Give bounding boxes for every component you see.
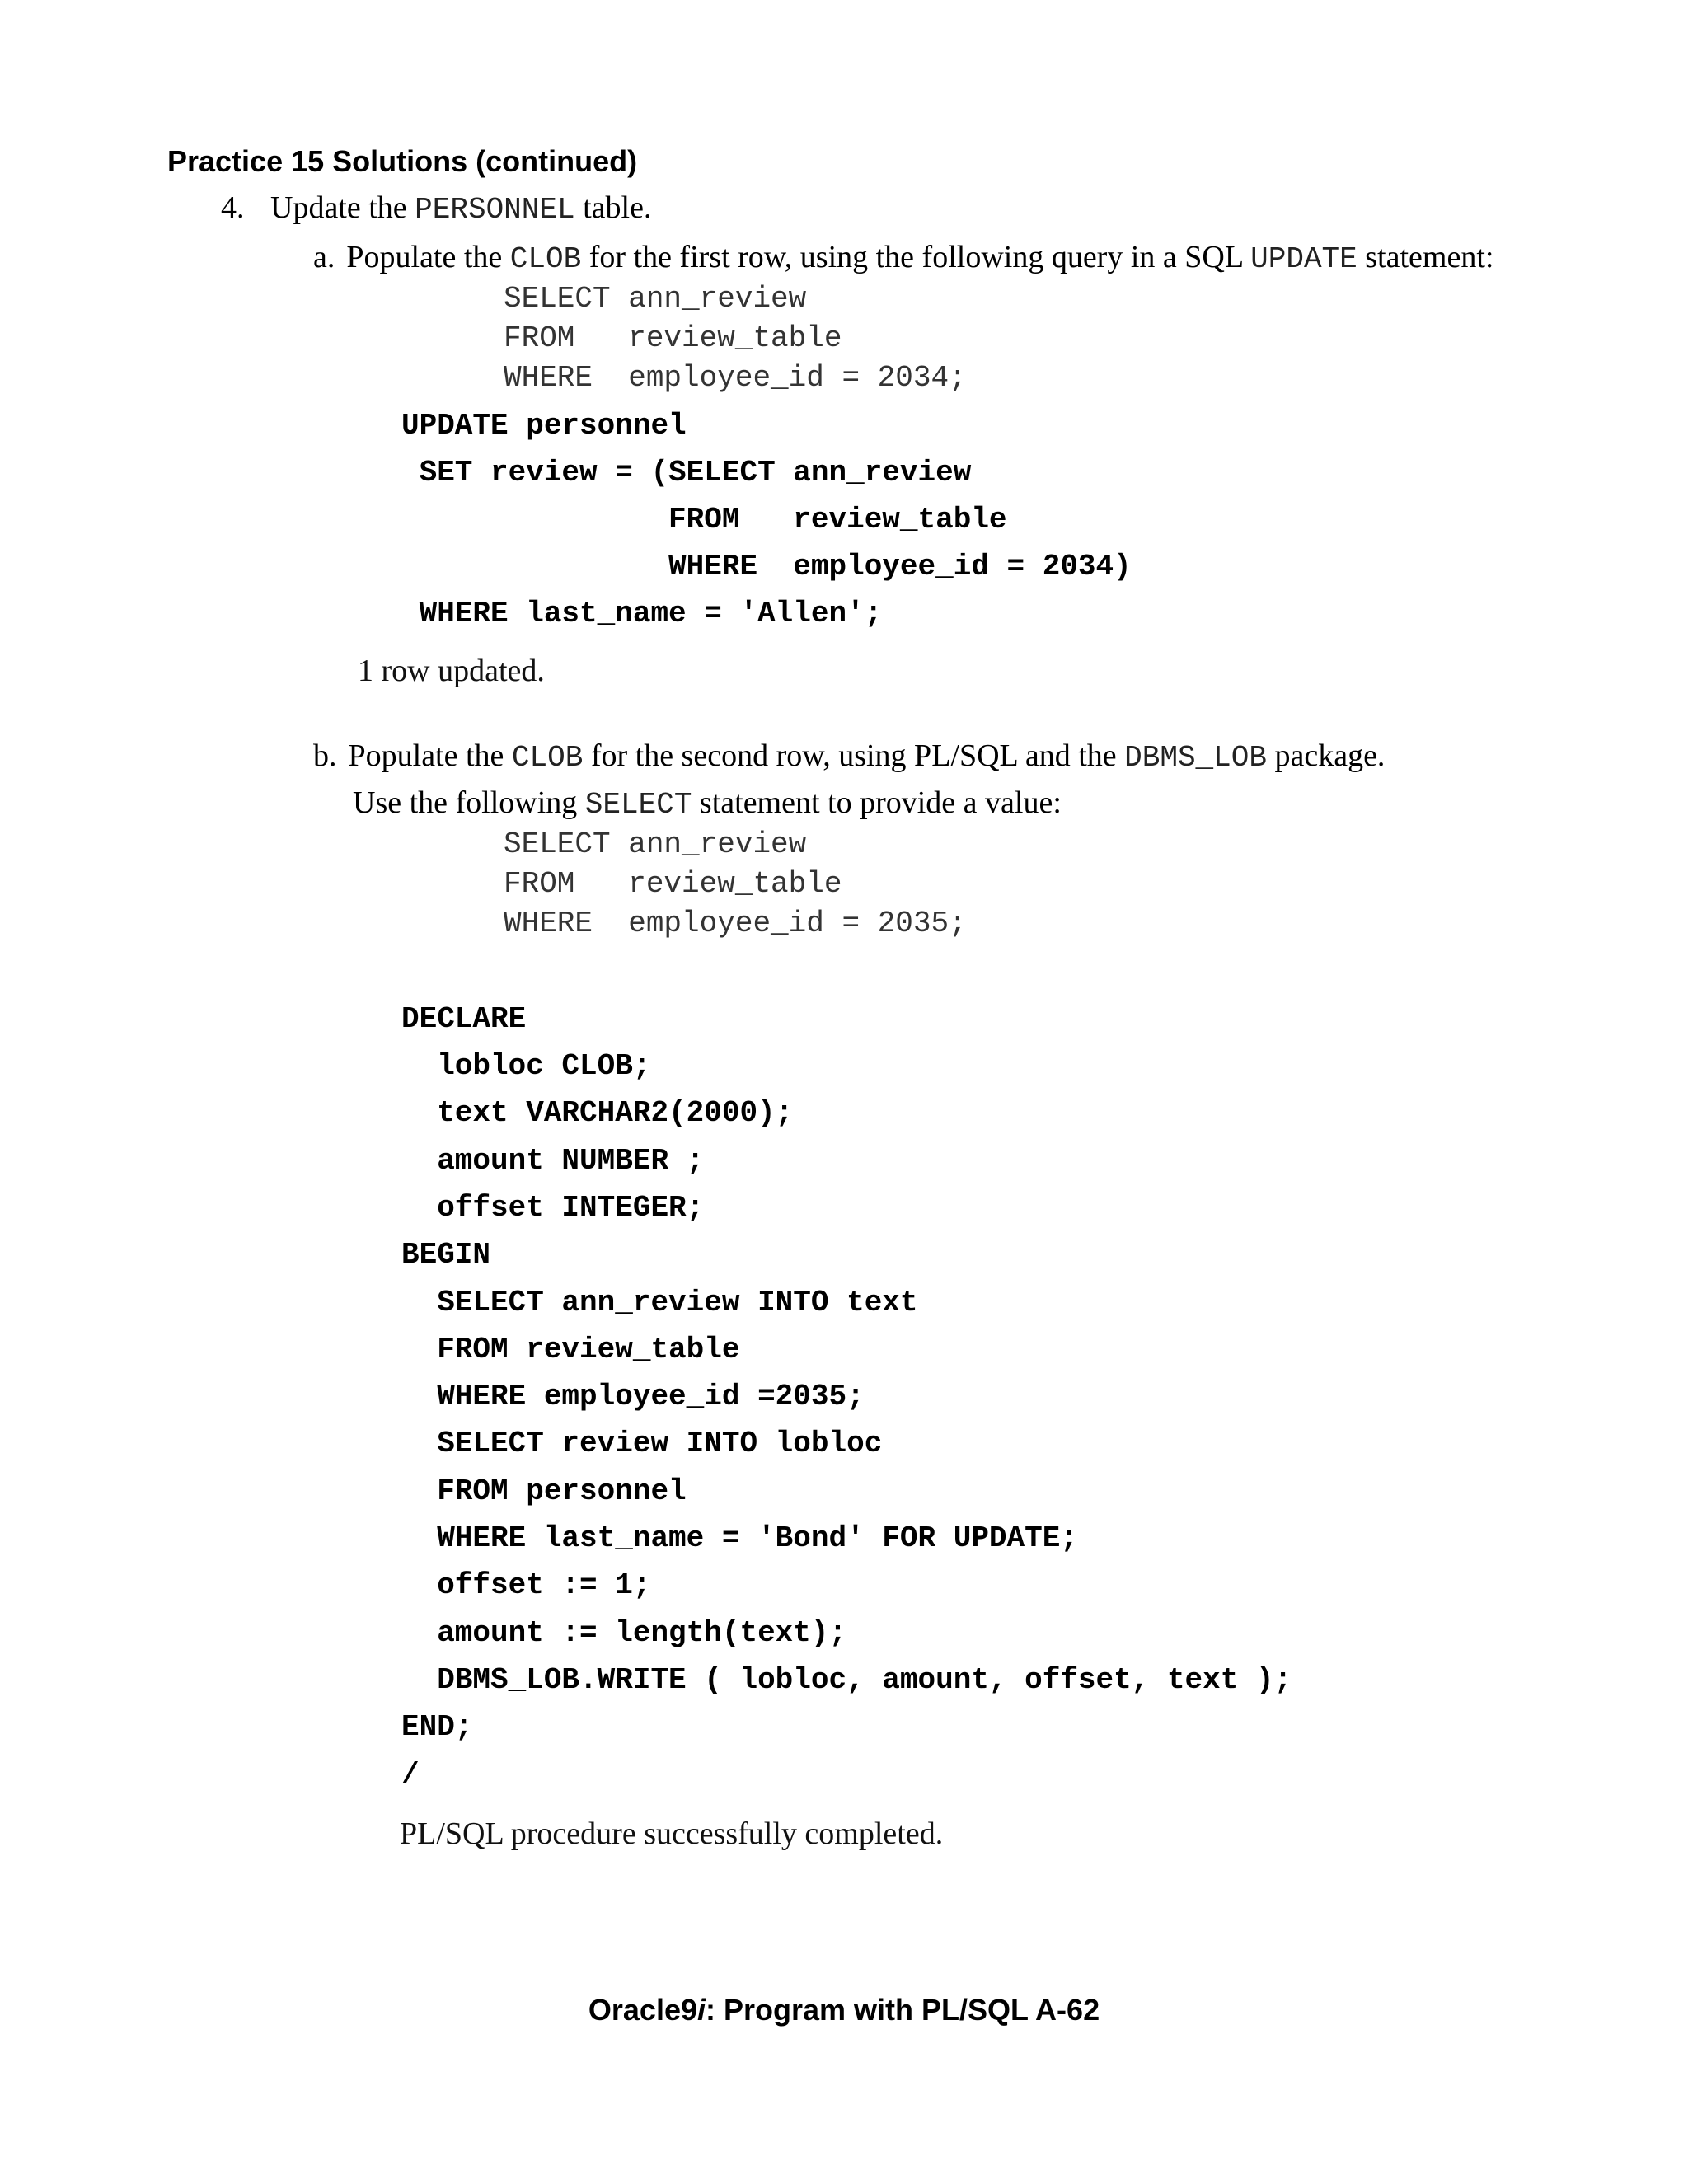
query-line: SELECT ann_review	[504, 827, 807, 861]
footer-suffix: : Program with PL/SQL A-62	[706, 1993, 1100, 2027]
code-line: text VARCHAR2(2000);	[401, 1096, 794, 1130]
code-line: UPDATE personnel	[401, 409, 687, 443]
page-heading: Practice 15 Solutions (continued)	[167, 144, 638, 178]
code-line: FROM personnel	[401, 1474, 687, 1508]
code-line: FROM review_table	[401, 503, 1007, 537]
code-line: lobloc CLOB;	[401, 1049, 651, 1083]
code-line: WHERE employee_id =2035;	[401, 1380, 865, 1413]
code-line: offset := 1;	[401, 1568, 651, 1602]
part-b-code: CLOB	[511, 741, 584, 775]
result-message: 1 row updated.	[358, 654, 545, 688]
code-line: amount := length(text);	[401, 1616, 847, 1650]
code-line: END;	[401, 1710, 473, 1744]
part-b-text: for the second row, using PL/SQL and the	[583, 738, 1125, 773]
footer-prefix: Oracle9	[588, 1993, 697, 2027]
code-line: /	[401, 1758, 420, 1792]
code-line: WHERE last_name = 'Bond' FOR UPDATE;	[401, 1521, 1078, 1555]
step-text-after: table.	[574, 190, 652, 225]
step-4	[221, 190, 651, 227]
part-a-text: Populate the	[346, 240, 510, 274]
part-b-code: SELECT	[584, 788, 692, 822]
part-a-text: statement:	[1357, 240, 1494, 274]
code-line: SELECT review INTO lobloc	[401, 1427, 883, 1460]
query-line: SELECT ann_review	[504, 282, 807, 316]
query-line: WHERE employee_id = 2034;	[504, 361, 967, 395]
part-a-text: for the first row, using the following query in a SQL	[581, 240, 1251, 274]
code-line: WHERE employee_id = 2034)	[401, 550, 1132, 583]
code-line: DBMS_LOB.WRITE ( lobloc, amount, offset, text );	[401, 1663, 1292, 1697]
part-a-code: UPDATE	[1250, 242, 1357, 276]
part-b-text: Use the following	[353, 785, 585, 820]
code-line: FROM review_table	[401, 1333, 740, 1366]
code-line: SELECT ann_review INTO text	[401, 1286, 918, 1319]
code-line: offset INTEGER;	[401, 1191, 705, 1225]
code-line: DECLARE	[401, 1002, 527, 1036]
code-line: BEGIN	[401, 1238, 491, 1272]
code-line: amount NUMBER ;	[401, 1144, 705, 1178]
part-a-code: CLOB	[509, 242, 582, 276]
query-line: FROM review_table	[504, 867, 842, 901]
query-line: WHERE employee_id = 2035;	[504, 907, 967, 940]
step-number: 4.	[221, 190, 245, 225]
part-a-instruction	[313, 239, 1493, 276]
part-b-code: DBMS_LOB	[1124, 741, 1267, 775]
step-code: PERSONNEL	[415, 193, 575, 227]
part-b-text: Populate the	[348, 738, 512, 773]
part-b-instruction-line-2	[353, 785, 1062, 822]
page-footer	[0, 1993, 1688, 2027]
part-b-instruction	[313, 738, 1385, 775]
footer-italic: i	[697, 1993, 706, 2027]
step-text: Update the	[270, 190, 415, 225]
part-a-label: a.	[313, 240, 335, 274]
part-b-text: package.	[1266, 738, 1386, 773]
part-b-text: statement to provide a value:	[692, 785, 1062, 820]
query-line: FROM review_table	[504, 321, 842, 355]
result-message: PL/SQL procedure successfully completed.	[400, 1816, 944, 1851]
code-line: WHERE last_name = 'Allen';	[401, 597, 883, 630]
code-line: SET review = (SELECT ann_review	[401, 456, 972, 490]
part-b-label: b.	[313, 738, 337, 773]
